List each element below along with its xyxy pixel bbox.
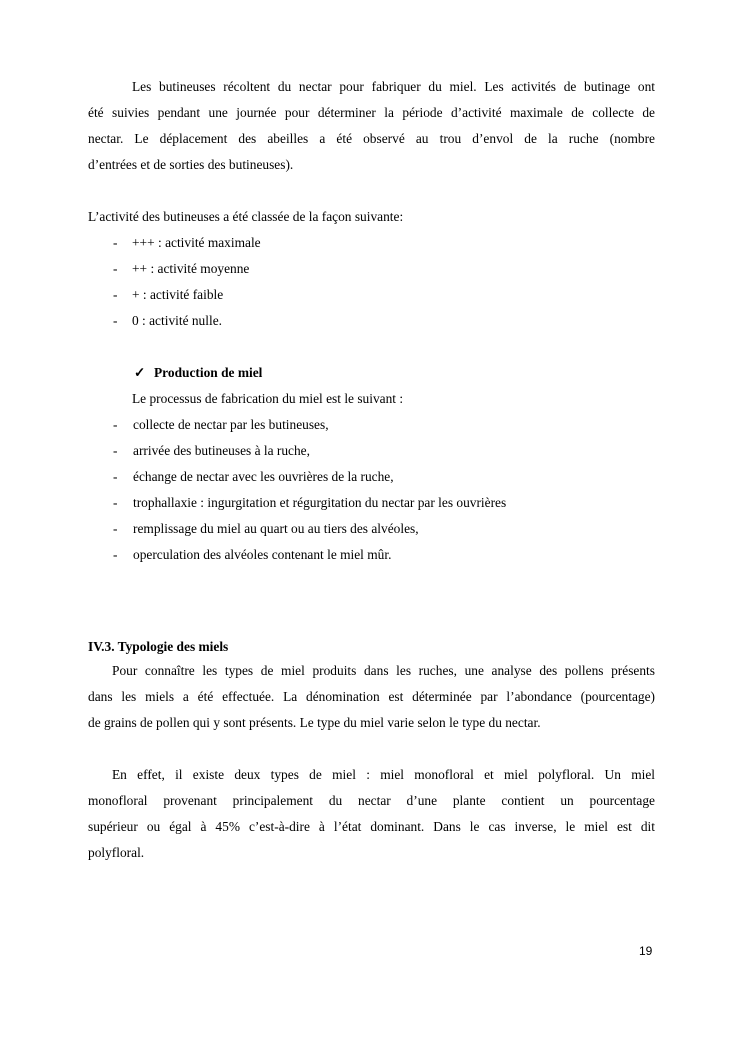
activity-intro: L’activité des butineuses a été classée de la façon suivante: <box>88 209 404 224</box>
production-heading <box>88 360 655 386</box>
list-item: - +++ : activité maximale <box>88 230 655 256</box>
text-line: d’entrées et de sorties des butineuses). <box>88 157 294 172</box>
list-dash: - <box>113 495 118 510</box>
text-line: de grains de pollen qui y sont présents. Le type du miel varie selon le type du nectar. <box>88 715 541 730</box>
text-line: monofloral provenant principalement du nectar d’une plante contient un pourcentage <box>88 793 655 808</box>
text-line: dans les miels a été effectuée. La dénomination est déterminée par l’abondance (pourcentage) <box>88 689 655 704</box>
list-dash: - <box>113 235 118 250</box>
list-dash: - <box>113 417 118 432</box>
list-dash: - <box>113 287 118 302</box>
typology-paragraph-2 <box>88 762 655 866</box>
list-dash: - <box>113 469 118 484</box>
activity-list <box>88 230 655 334</box>
text-line: En effet, il existe deux types de miel : miel monofloral et miel polyfloral. Un miel <box>112 767 655 782</box>
production-list <box>88 412 655 568</box>
text-line: supérieur ou égal à 45% c’est-à-dire à l’état dominant. Dans le cas inverse, le miel est dit <box>88 819 655 834</box>
list-item: - + : activité faible <box>88 282 655 308</box>
list-item: - remplissage du miel au quart ou au tiers des alvéoles, <box>88 516 655 542</box>
text-line: Pour connaître les types de miel produits dans les ruches, une analyse des pollens présents <box>112 663 655 678</box>
page-number: 19 <box>639 944 653 958</box>
list-item: - 0 : activité nulle. <box>88 308 655 334</box>
production-intro: Le processus de fabrication du miel est le suivant : <box>132 391 404 406</box>
text-line: nectar. Le déplacement des abeilles a été observé au trou d’envol de la ruche (nombre <box>88 131 655 146</box>
intro-paragraph <box>88 74 655 178</box>
list-dash: - <box>113 521 118 536</box>
list-dash: - <box>113 443 118 458</box>
list-dash: - <box>113 547 118 562</box>
checkmark-icon: ✓ <box>134 365 146 380</box>
section-heading: IV.3. Typologie des miels <box>88 639 229 654</box>
list-item: - operculation des alvéoles contenant le miel mûr. <box>88 542 655 568</box>
typology-paragraph-1 <box>88 658 655 736</box>
section-subtitle: Production de miel <box>154 365 263 380</box>
text-line: Les butineuses récoltent du nectar pour fabriquer du miel. Les activités de butinage ont <box>132 79 655 94</box>
list-item: - trophallaxie : ingurgitation et régurgitation du nectar par les ouvrières <box>88 490 655 516</box>
list-item: - collecte de nectar par les butineuses, <box>88 412 655 438</box>
list-dash: - <box>113 313 118 328</box>
list-item: - ++ : activité moyenne <box>88 256 655 282</box>
list-item: - échange de nectar avec les ouvrières de la ruche, <box>88 464 655 490</box>
list-item: - arrivée des butineuses à la ruche, <box>88 438 655 464</box>
text-line: été suivies pendant une journée pour déterminer la période d’activité maximale de collecte de <box>88 105 655 120</box>
text-line: polyfloral. <box>88 845 145 860</box>
list-dash: - <box>113 261 118 276</box>
